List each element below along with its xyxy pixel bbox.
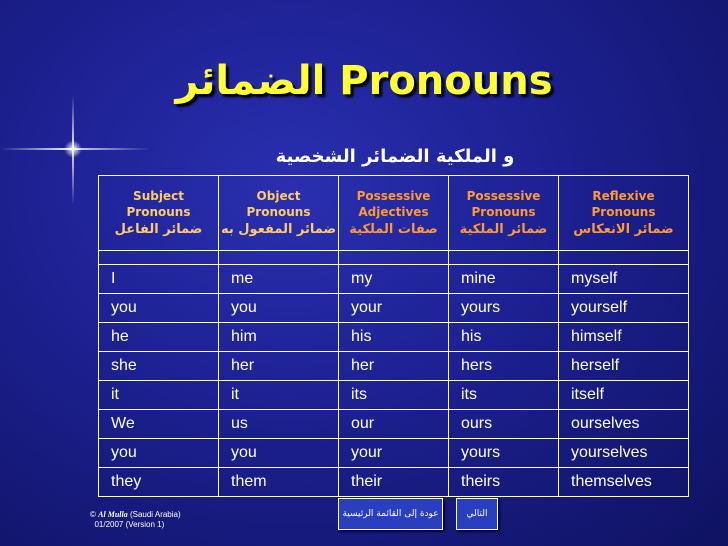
slide-title: الضمائر Pronouns [175, 58, 553, 104]
table-cell: her [219, 352, 339, 381]
table-cell: your [339, 294, 449, 323]
table-cell: you [99, 439, 219, 468]
header-label: Possessive [466, 189, 541, 203]
table-cell: yourselves [559, 439, 689, 468]
table-row [99, 439, 689, 468]
table-row [99, 381, 689, 410]
table-cell: We [99, 410, 219, 439]
table-cell: I [99, 265, 219, 294]
table-cell: his [449, 323, 559, 352]
table-cell: herself [559, 352, 689, 381]
header-label: Adjectives [358, 205, 429, 219]
table-cell: mine [449, 265, 559, 294]
table-cell: them [219, 468, 339, 497]
header-arabic-label: صفات الملكية [349, 222, 438, 237]
header-possessive-pronouns [449, 176, 559, 251]
table-cell: her [339, 352, 449, 381]
table-cell: they [99, 468, 219, 497]
table-cell: he [99, 323, 219, 352]
version-label: 01/2007 (Version 1) [94, 520, 165, 529]
table-cell: us [219, 410, 339, 439]
header-object-pronouns [219, 176, 339, 251]
table-row [99, 410, 689, 439]
table-cell: themselves [559, 468, 689, 497]
table-cell: itself [559, 381, 689, 410]
table-cell: myself [559, 265, 689, 294]
header-label: Possessive [356, 189, 431, 203]
header-subject-pronouns [99, 176, 219, 251]
header-reflexive-pronouns [559, 176, 689, 251]
table-row [99, 265, 689, 294]
table-row [99, 352, 689, 381]
back-to-main-menu-button[interactable]: عودة إلى القائمة الرئيسية [338, 498, 443, 530]
header-label: Reflexive [592, 189, 655, 203]
table-cell: himself [559, 323, 689, 352]
table-spacer-row [99, 251, 689, 265]
header-arabic-label: ضمائر الفاعل [114, 222, 203, 237]
pronouns-table [98, 175, 689, 497]
header-possessive-adjectives [339, 176, 449, 251]
table-cell: you [99, 294, 219, 323]
table-cell: it [219, 381, 339, 410]
table-row [99, 468, 689, 497]
table-cell: our [339, 410, 449, 439]
slide-subtitle: و الملكية الضمائر الشخصية [275, 146, 515, 167]
table-cell: their [339, 468, 449, 497]
table-cell: its [449, 381, 559, 410]
header-label: Subject [133, 189, 184, 203]
table-row [99, 323, 689, 352]
table-cell: his [339, 323, 449, 352]
copyright-symbol: © [90, 510, 96, 519]
header-arabic-label: ضمائر الملكية [459, 222, 548, 237]
header-arabic-label: ضمائر الانعكاس [573, 222, 674, 237]
table-row [99, 294, 689, 323]
header-label: Pronouns [246, 205, 311, 219]
table-cell: yours [449, 439, 559, 468]
table-cell: yourself [559, 294, 689, 323]
header-label: Pronouns [591, 205, 656, 219]
table-cell: theirs [449, 468, 559, 497]
copyright-footer [90, 510, 181, 530]
table-cell: my [339, 265, 449, 294]
table-cell: me [219, 265, 339, 294]
author-brand: Al Mulla [98, 510, 128, 519]
table-cell: it [99, 381, 219, 410]
table-cell: hers [449, 352, 559, 381]
table-cell: yours [449, 294, 559, 323]
next-button[interactable]: التالي [456, 498, 498, 530]
table-cell: you [219, 294, 339, 323]
header-label: Object [256, 189, 301, 203]
author-region: (Saudi Arabia) [129, 510, 181, 519]
header-arabic-label: ضمائر المفعول به [220, 222, 337, 237]
header-label: Pronouns [471, 205, 536, 219]
lens-flare-star-icon [64, 140, 82, 158]
table-cell: its [339, 381, 449, 410]
table-cell: ourselves [559, 410, 689, 439]
table-header-row [99, 176, 689, 251]
table-cell: you [219, 439, 339, 468]
table-cell: him [219, 323, 339, 352]
table-cell: your [339, 439, 449, 468]
table-cell: she [99, 352, 219, 381]
header-label: Pronouns [126, 205, 191, 219]
table-cell: ours [449, 410, 559, 439]
